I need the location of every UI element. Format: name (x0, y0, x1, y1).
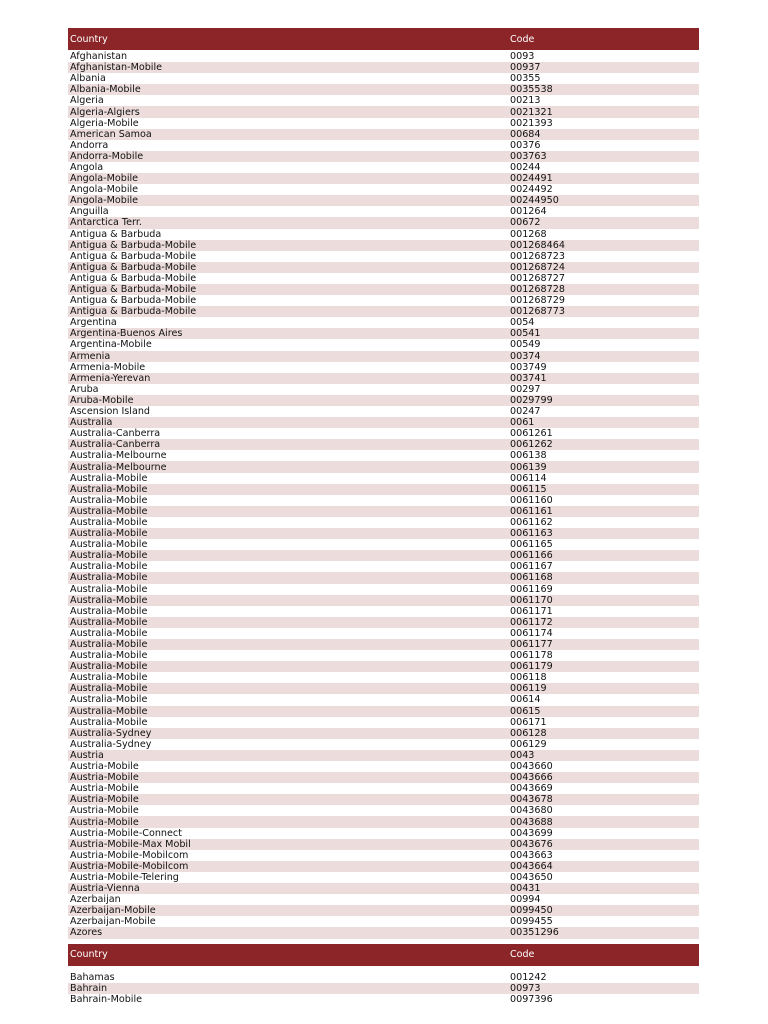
table-row (68, 994, 699, 1005)
country-cell: Azerbaijan-Mobile (70, 916, 156, 928)
table-row (68, 428, 699, 439)
country-cell: Australia-Sydney (70, 727, 152, 739)
table-row (68, 517, 699, 528)
code-cell: 0035538 (510, 84, 553, 96)
country-code-document (68, 28, 699, 1005)
country-cell: Bahamas (70, 971, 115, 983)
code-cell: 0061169 (510, 583, 553, 595)
table-row (68, 373, 699, 384)
code-cell: 0061163 (510, 528, 553, 540)
country-cell: Argentina-Buenos Aires (70, 328, 183, 340)
country-cell: Austria-Mobile (70, 761, 139, 773)
table-row (68, 761, 699, 772)
code-cell: 0061161 (510, 505, 553, 517)
country-cell: Australia-Mobile (70, 639, 148, 651)
country-cell: Australia-Mobile (70, 550, 148, 562)
country-cell: Armenia-Yerevan (70, 372, 151, 384)
table-row (68, 539, 699, 550)
country-cell: Australia-Mobile (70, 561, 148, 573)
table-row (68, 473, 699, 484)
table-row (68, 495, 699, 506)
country-cell: Australia-Mobile (70, 694, 148, 706)
code-cell: 0061171 (510, 605, 553, 617)
code-cell: 006128 (510, 727, 547, 739)
country-cell: Afghanistan (70, 51, 128, 63)
table-row (68, 750, 699, 761)
country-cell: Antigua & Barbuda-Mobile (70, 295, 197, 307)
table-row (68, 883, 699, 894)
country-cell: Australia-Mobile (70, 539, 148, 551)
table-row (68, 395, 699, 406)
table-row (68, 162, 699, 173)
country-cell: Australia-Mobile (70, 505, 148, 517)
table-row (68, 628, 699, 639)
code-cell: 0061166 (510, 550, 553, 562)
table-row (68, 417, 699, 428)
code-cell: 006114 (510, 472, 547, 484)
table-row (68, 550, 699, 561)
country-cell: Argentina (70, 317, 117, 329)
country-cell: Antigua & Barbuda-Mobile (70, 284, 197, 296)
country-cell: Australia-Mobile (70, 605, 148, 617)
table-row (68, 595, 699, 606)
code-cell: 001268729 (510, 295, 565, 307)
country-cell: Angola (70, 161, 104, 173)
country-cell: Austria-Mobile (70, 783, 139, 795)
table-row (68, 905, 699, 916)
country-cell: Australia-Melbourne (70, 450, 167, 462)
code-cell: 00297 (510, 383, 541, 395)
table-row (68, 439, 699, 450)
code-cell: 0043676 (510, 838, 553, 850)
table-row (68, 828, 699, 839)
table-row (68, 927, 699, 938)
country-cell: Armenia (70, 350, 111, 362)
code-cell: 0024492 (510, 184, 553, 196)
country-cell: Australia-Mobile (70, 472, 148, 484)
code-cell: 006115 (510, 483, 547, 495)
code-cell: 006171 (510, 716, 547, 728)
country-cell: Antigua & Barbuda-Mobile (70, 272, 197, 284)
country-cell: Algeria (70, 95, 104, 107)
code-cell: 006119 (510, 683, 547, 695)
table-row (68, 839, 699, 850)
code-cell: 0043 (510, 749, 535, 761)
table-row (68, 572, 699, 583)
table-row (68, 95, 699, 106)
country-cell: Australia-Mobile (70, 483, 148, 495)
country-cell: Andorra-Mobile (70, 150, 144, 162)
table-row (68, 461, 699, 472)
table-row (68, 328, 699, 339)
country-cell: Angola-Mobile (70, 195, 139, 207)
code-cell: 0061170 (510, 594, 553, 606)
code-cell: 001264 (510, 206, 547, 218)
country-cell: Austria-Mobile (70, 794, 139, 806)
table-row (68, 772, 699, 783)
code-cell: 00549 (510, 339, 541, 351)
code-cell: 0061162 (510, 516, 553, 528)
country-cell: Austria-Mobile-Max Mobil (70, 838, 191, 850)
country-cell: Bahrain (70, 982, 108, 994)
table-row (68, 983, 699, 994)
code-cell: 00376 (510, 139, 541, 151)
code-cell: 0061174 (510, 627, 553, 639)
country-cell: Ascension Island (70, 406, 151, 418)
code-cell: 0021321 (510, 106, 553, 118)
country-cell: Antigua & Barbuda-Mobile (70, 306, 197, 318)
table-row (68, 151, 699, 162)
code-cell: 0043650 (510, 871, 553, 883)
table-row (68, 528, 699, 539)
header-country: Country (70, 949, 108, 960)
code-cell: 0021393 (510, 117, 553, 129)
country-cell: Andorra (70, 139, 109, 151)
country-cell: Angola-Mobile (70, 173, 139, 185)
code-cell: 0061160 (510, 494, 553, 506)
code-cell: 00973 (510, 982, 541, 994)
code-cell: 0054 (510, 317, 535, 329)
table-row (68, 916, 699, 927)
country-cell: Angola-Mobile (70, 184, 139, 196)
header-code: Code (510, 33, 535, 45)
country-cell: American Samoa (70, 128, 152, 140)
code-cell: 003749 (510, 361, 547, 373)
country-cell: Australia-Mobile (70, 683, 148, 695)
code-cell: 00355 (510, 73, 541, 85)
country-cell: Australia-Mobile (70, 616, 148, 628)
country-cell: Argentina-Mobile (70, 339, 152, 351)
code-cell: 0043688 (510, 816, 553, 828)
table-row (68, 384, 699, 395)
table-row (68, 683, 699, 694)
country-cell: Australia-Mobile (70, 716, 148, 728)
table-header (68, 28, 699, 50)
table-row (68, 262, 699, 273)
country-cell: Australia (70, 417, 113, 429)
country-cell: Anguilla (70, 206, 109, 218)
code-cell: 0061178 (510, 650, 553, 662)
code-cell: 0061168 (510, 572, 553, 584)
code-cell: 0099455 (510, 916, 553, 928)
table-row (68, 251, 699, 262)
table-row (68, 717, 699, 728)
table-body (68, 51, 699, 939)
country-cell: Antigua & Barbuda (70, 228, 162, 240)
code-cell: 006129 (510, 738, 547, 750)
code-cell: 00937 (510, 62, 541, 74)
country-cell: Austria-Mobile (70, 816, 139, 828)
country-cell: Austria-Mobile (70, 772, 139, 784)
table-row (68, 306, 699, 317)
country-cell: Austria (70, 749, 104, 761)
table-row (68, 51, 699, 62)
country-cell: Azerbaijan (70, 894, 121, 906)
code-cell: 0043660 (510, 761, 553, 773)
country-cell: Australia-Mobile (70, 572, 148, 584)
code-cell: 001268724 (510, 261, 565, 273)
code-cell: 00684 (510, 128, 541, 140)
country-cell: Azores (70, 927, 103, 939)
country-cell: Australia-Canberra (70, 439, 161, 451)
table-row (68, 639, 699, 650)
code-cell: 00615 (510, 705, 541, 717)
country-cell: Albania-Mobile (70, 84, 141, 96)
country-cell: Antigua & Barbuda-Mobile (70, 250, 197, 262)
code-cell: 0043664 (510, 860, 553, 872)
code-cell: 0061261 (510, 428, 553, 440)
code-cell: 0024491 (510, 173, 553, 185)
country-cell: Australia-Mobile (70, 627, 148, 639)
country-cell: Austria-Mobile-Connect (70, 827, 182, 839)
table-row (68, 129, 699, 140)
code-cell: 003741 (510, 372, 547, 384)
table-row (68, 406, 699, 417)
table-row (68, 739, 699, 750)
country-cell: Australia-Mobile (70, 705, 148, 717)
table-header-repeat (68, 944, 699, 966)
country-cell: Antigua & Barbuda-Mobile (70, 261, 197, 273)
table-row (68, 351, 699, 362)
table-row (68, 972, 699, 983)
country-cell: Australia-Mobile (70, 650, 148, 662)
code-cell: 0061 (510, 417, 535, 429)
table-body-continued (68, 972, 699, 1005)
country-cell: Australia-Mobile (70, 672, 148, 684)
country-cell: Aruba (70, 383, 99, 395)
table-row (68, 816, 699, 827)
code-cell: 00244950 (510, 195, 559, 207)
code-cell: 0043699 (510, 827, 553, 839)
country-cell: Armenia-Mobile (70, 361, 146, 373)
country-cell: Austria-Mobile-Mobilcom (70, 860, 189, 872)
code-cell: 0043669 (510, 783, 553, 795)
table-row (68, 84, 699, 95)
table-row (68, 894, 699, 905)
table-row (68, 106, 699, 117)
code-cell: 003763 (510, 150, 547, 162)
country-cell: Australia-Melbourne (70, 461, 167, 473)
code-cell: 0061167 (510, 561, 553, 573)
code-cell: 00247 (510, 406, 541, 418)
table-row (68, 206, 699, 217)
code-cell: 0043666 (510, 772, 553, 784)
country-cell: Austria-Mobile-Telering (70, 871, 179, 883)
table-row (68, 273, 699, 284)
code-cell: 0097396 (510, 993, 553, 1005)
table-row (68, 805, 699, 816)
code-cell: 0099450 (510, 905, 553, 917)
country-cell: Australia-Sydney (70, 738, 152, 750)
country-cell: Australia-Canberra (70, 428, 161, 440)
header-country: Country (70, 33, 108, 45)
code-cell: 0061165 (510, 539, 553, 551)
table-row (68, 284, 699, 295)
code-cell: 001268727 (510, 272, 565, 284)
code-cell: 0061179 (510, 661, 553, 673)
code-cell: 00213 (510, 95, 541, 107)
code-cell: 00351296 (510, 927, 559, 939)
code-cell: 001268 (510, 228, 547, 240)
table-row (68, 606, 699, 617)
code-cell: 006118 (510, 672, 547, 684)
country-cell: Antigua & Barbuda-Mobile (70, 239, 197, 251)
code-cell: 001268464 (510, 239, 565, 251)
table-row (68, 617, 699, 628)
table-row (68, 484, 699, 495)
code-cell: 00614 (510, 694, 541, 706)
table-row (68, 650, 699, 661)
code-cell: 001268728 (510, 284, 565, 296)
table-row (68, 339, 699, 350)
table-row (68, 506, 699, 517)
table-row (68, 295, 699, 306)
table-row (68, 62, 699, 73)
code-cell: 001268723 (510, 250, 565, 262)
code-cell: 00374 (510, 350, 541, 362)
code-cell: 00672 (510, 217, 541, 229)
table-row (68, 173, 699, 184)
country-cell: Antarctica Terr. (70, 217, 142, 229)
country-cell: Australia-Mobile (70, 528, 148, 540)
code-cell: 0043680 (510, 805, 553, 817)
table-row (68, 217, 699, 228)
table-row (68, 850, 699, 861)
table-row (68, 229, 699, 240)
table-row (68, 450, 699, 461)
table-row (68, 118, 699, 129)
country-cell: Australia-Mobile (70, 594, 148, 606)
table-row (68, 783, 699, 794)
country-cell: Algeria-Mobile (70, 117, 139, 129)
code-cell: 00541 (510, 328, 541, 340)
country-cell: Austria-Mobile-Mobilcom (70, 849, 189, 861)
code-cell: 00244 (510, 161, 541, 173)
code-cell: 001242 (510, 971, 547, 983)
table-row (68, 240, 699, 251)
code-cell: 0029799 (510, 394, 553, 406)
country-cell: Azerbaijan-Mobile (70, 905, 156, 917)
table-row (68, 561, 699, 572)
country-cell: Australia-Mobile (70, 494, 148, 506)
code-cell: 001268773 (510, 306, 565, 318)
header-code: Code (510, 949, 535, 960)
table-row (68, 694, 699, 705)
code-cell: 0043663 (510, 849, 553, 861)
table-row (68, 794, 699, 805)
country-cell: Australia-Mobile (70, 661, 148, 673)
code-cell: 0061177 (510, 639, 553, 651)
table-row (68, 73, 699, 84)
country-cell: Austria-Vienna (70, 883, 140, 895)
table-row (68, 728, 699, 739)
table-row (68, 362, 699, 373)
country-cell: Algeria-Algiers (70, 106, 140, 118)
country-cell: Albania (70, 73, 106, 85)
country-cell: Austria-Mobile (70, 805, 139, 817)
table-row (68, 317, 699, 328)
table-row (68, 184, 699, 195)
country-cell: Afghanistan-Mobile (70, 62, 163, 74)
table-row (68, 706, 699, 717)
table-row (68, 672, 699, 683)
country-cell: Australia-Mobile (70, 583, 148, 595)
code-cell: 00431 (510, 883, 541, 895)
code-cell: 0061172 (510, 616, 553, 628)
table-row (68, 861, 699, 872)
code-cell: 006138 (510, 450, 547, 462)
table-row (68, 195, 699, 206)
code-cell: 0061262 (510, 439, 553, 451)
table-row (68, 584, 699, 595)
code-cell: 006139 (510, 461, 547, 473)
country-cell: Australia-Mobile (70, 516, 148, 528)
table-row (68, 872, 699, 883)
table-row (68, 661, 699, 672)
country-cell: Bahrain-Mobile (70, 993, 143, 1005)
code-cell: 00994 (510, 894, 541, 906)
country-cell: Aruba-Mobile (70, 394, 134, 406)
code-cell: 0043678 (510, 794, 553, 806)
code-cell: 0093 (510, 51, 535, 63)
table-row (68, 140, 699, 151)
